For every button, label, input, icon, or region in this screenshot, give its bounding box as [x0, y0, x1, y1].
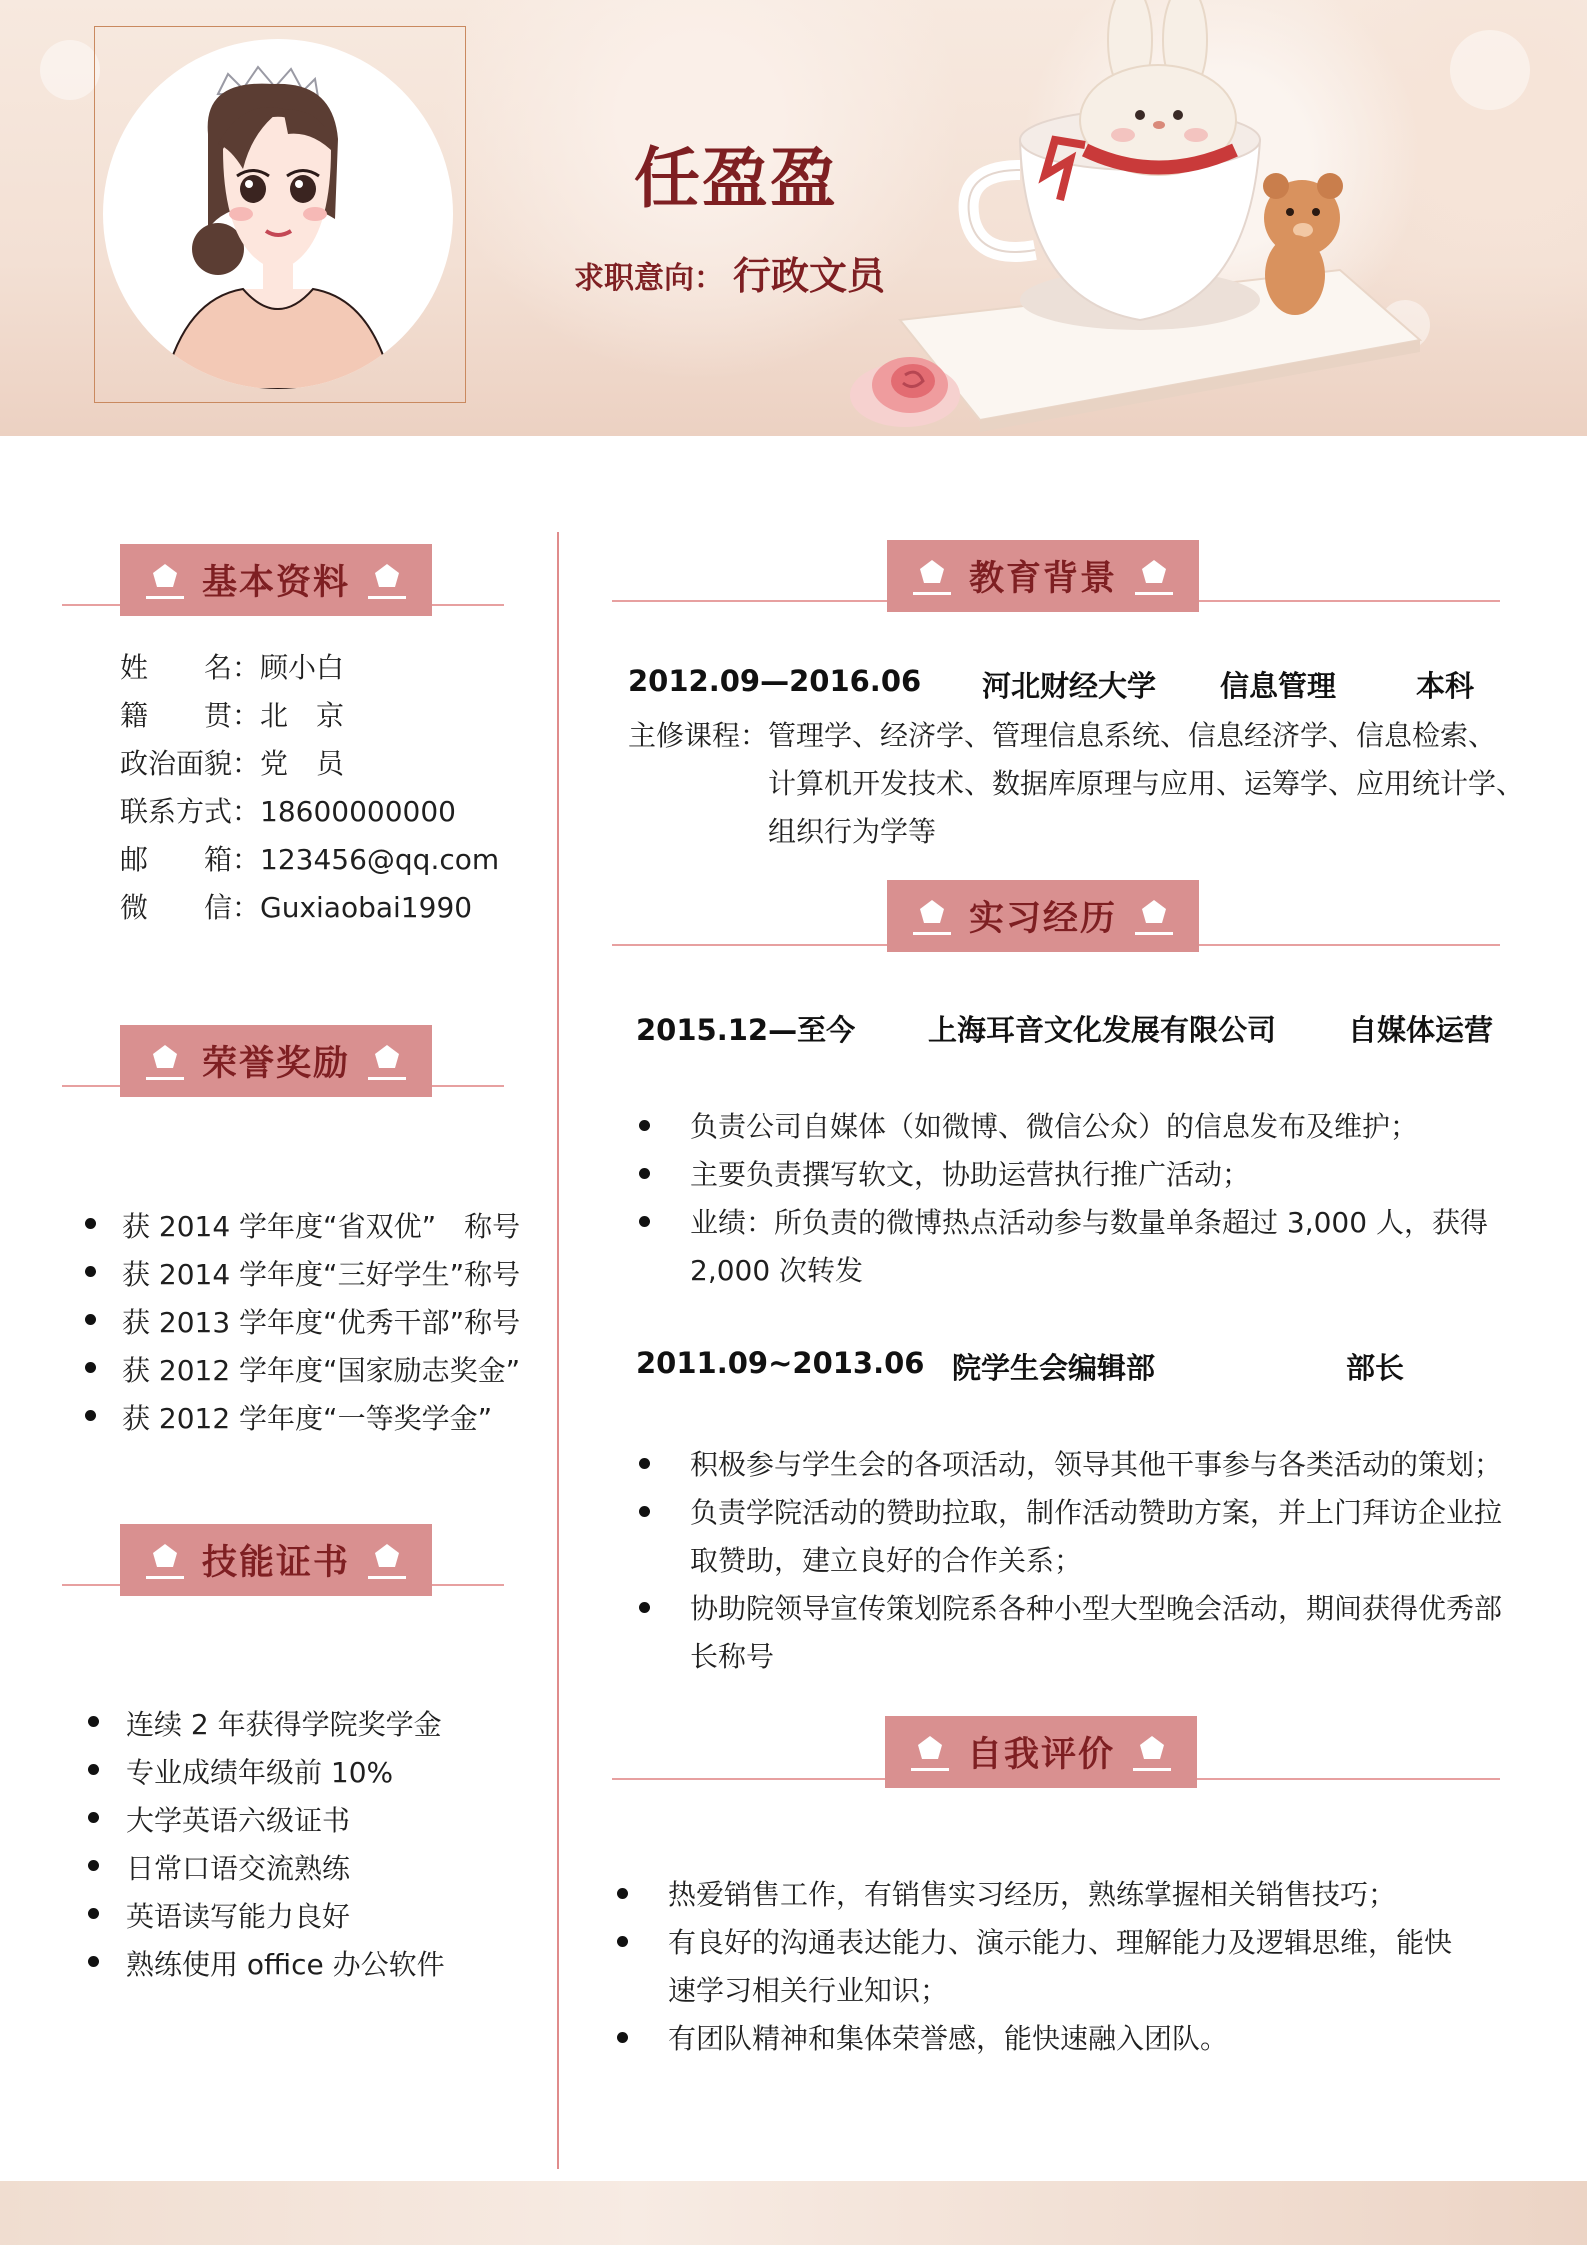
pentagon-icon: [364, 1538, 410, 1582]
bullet-dot: [85, 1218, 96, 1229]
skill-item: 连续 2 年获得学院奖学金: [126, 1708, 442, 1741]
info-value: 123456@qq.com: [260, 843, 500, 876]
section-title: 自我评价: [966, 1735, 1115, 1775]
info-row-phone: [120, 790, 456, 830]
bullet-dot: [639, 1506, 650, 1517]
skill-item: 英语读写能力良好: [126, 1900, 351, 1933]
bullet-dot: [88, 1860, 99, 1871]
edu-degree: 本科: [1416, 669, 1475, 703]
pentagon-icon: [142, 1538, 188, 1582]
info-value: 党 员: [260, 747, 345, 780]
honor-item: 获 2013 学年度“优秀干部”称号: [122, 1306, 521, 1339]
info-value: Guxiaobai1990: [260, 891, 473, 924]
job-duty: 协助院领导宣传策划院系各种小型大型晚会活动，期间获得优秀部: [690, 1592, 1503, 1625]
info-row-political: [120, 742, 344, 782]
courses-line: 管理学、经济学、管理信息系统、信息经济学、信息检索、: [768, 719, 1497, 752]
bullet-dot: [617, 1936, 628, 1947]
edu-school: 河北财经大学: [982, 669, 1157, 703]
job-duty: 主要负责撰写软文，协助运营执行推广活动；: [690, 1158, 1251, 1191]
photo-frame: [94, 26, 466, 403]
skill-item: 日常口语交流熟练: [126, 1852, 351, 1885]
section-header-self: [885, 1716, 1197, 1788]
job-period: 2015.12—至今: [636, 1013, 856, 1047]
pentagon-icon: [364, 558, 410, 602]
rose-icon: [835, 345, 975, 435]
info-label: 政治面貌：: [120, 747, 261, 780]
pentagon-icon: [142, 1039, 188, 1083]
courses-label: 主修课程：: [628, 719, 769, 752]
section-header-education: [887, 540, 1199, 612]
job-period: 2011.09~2013.06: [636, 1346, 925, 1380]
job-duty: 积极参与学生会的各项活动，领导其他干事参与各类活动的策划；: [690, 1448, 1503, 1481]
section-title: 荣誉奖励: [201, 1044, 350, 1084]
pentagon-icon: [142, 558, 188, 602]
honor-item: 获 2012 学年度“一等奖学金”: [122, 1402, 493, 1435]
bullet-dot: [88, 1716, 99, 1727]
skill-item: 大学英语六级证书: [126, 1804, 351, 1837]
info-value: 北 京: [260, 699, 345, 732]
pentagon-icon: [364, 1039, 410, 1083]
section-title: 实习经历: [968, 899, 1117, 939]
info-row-name: [120, 646, 344, 686]
info-label: 联系方式：: [120, 795, 261, 828]
info-value: 顾小白: [260, 651, 345, 684]
honor-item: 获 2014 学年度“省双优” 称号: [122, 1210, 521, 1243]
self-eval-cont: 速学习相关行业知识；: [668, 1974, 949, 2007]
job-duty: 负责学院活动的赞助拉取，制作活动赞助方案，并上门拜访企业拉: [690, 1496, 1503, 1529]
bullet-dot: [639, 1216, 650, 1227]
info-label: 籍 贯：: [120, 699, 261, 732]
avatar: [103, 39, 453, 389]
job-duty-cont: 2,000 次转发: [690, 1254, 864, 1287]
section-title: 教育背景: [968, 559, 1117, 599]
job-duty: 负责公司自媒体（如微博、微信公众）的信息发布及维护；: [690, 1110, 1419, 1143]
bullet-dot: [88, 1812, 99, 1823]
job-intent-value: 行政文员: [733, 254, 886, 298]
job-duty-cont: 取赞助，建立良好的合作关系；: [690, 1544, 1083, 1577]
courses-line: 组织行为学等: [768, 815, 937, 848]
section-header-internship: [887, 880, 1199, 952]
job-org: 院学生会编辑部: [952, 1351, 1156, 1385]
info-value: 18600000000: [260, 795, 456, 828]
pentagon-icon: [1131, 554, 1177, 598]
bullet-dot: [639, 1602, 650, 1613]
bullet-dot: [85, 1314, 96, 1325]
info-label: 姓 名：: [120, 651, 261, 684]
bullet-dot: [639, 1120, 650, 1131]
section-header-honors: [120, 1025, 432, 1097]
self-eval-item: 热爱销售工作，有销售实习经历，熟练掌握相关销售技巧；: [668, 1878, 1397, 1911]
self-eval-item: 有良好的沟通表达能力、演示能力、理解能力及逻辑思维，能快: [668, 1926, 1453, 1959]
section-header-skills: [120, 1524, 432, 1596]
bullet-dot: [617, 2032, 628, 2043]
pentagon-icon: [1129, 1730, 1175, 1774]
info-row-wechat: [120, 886, 472, 926]
info-label: 邮 箱：: [120, 843, 261, 876]
job-role: 部长: [1346, 1351, 1405, 1385]
edu-period: 2012.09—2016.06: [628, 664, 922, 698]
bullet-dot: [88, 1908, 99, 1919]
bokeh-dot: [40, 40, 100, 100]
skill-item: 专业成绩年级前 10%: [126, 1756, 394, 1789]
avatar-illustration: [103, 39, 453, 389]
skill-item: 熟练使用 office 办公软件: [126, 1948, 445, 1981]
bullet-dot: [85, 1362, 96, 1373]
pentagon-icon: [1131, 894, 1177, 938]
bullet-dot: [639, 1458, 650, 1469]
pentagon-icon: [909, 554, 955, 598]
bullet-dot: [85, 1266, 96, 1277]
bullet-dot: [617, 1888, 628, 1899]
column-divider: [557, 532, 559, 2169]
self-eval-item: 有团队精神和集体荣誉感，能快速融入团队。: [668, 2022, 1229, 2055]
section-title: 技能证书: [201, 1543, 350, 1583]
section-header-basic: [120, 544, 432, 616]
header-banner: [0, 0, 1587, 436]
bullet-dot: [88, 1764, 99, 1775]
footer-band: [0, 2181, 1587, 2245]
job-role: 自媒体运营: [1348, 1013, 1494, 1047]
bullet-dot: [85, 1410, 96, 1421]
info-row-email: [120, 838, 499, 878]
courses-line: 计算机开发技术、数据库原理与应用、运筹学、应用统计学、: [768, 767, 1525, 800]
job-intent-label: 求职意向：: [574, 261, 724, 296]
job-duty: 业绩：所负责的微博热点活动参与数量单条超过 3,000 人，获得: [690, 1206, 1488, 1239]
bullet-dot: [88, 1956, 99, 1967]
pentagon-icon: [909, 894, 955, 938]
bullet-dot: [639, 1168, 650, 1179]
info-label: 微 信：: [120, 891, 261, 924]
edu-major: 信息管理: [1220, 669, 1337, 703]
honor-item: 获 2012 学年度“国家励志奖金”: [122, 1354, 521, 1387]
job-org: 上海耳音文化发展有限公司: [928, 1013, 1277, 1047]
section-title: 基本资料: [201, 563, 350, 603]
bokeh-dot: [1450, 30, 1530, 110]
honor-item: 获 2014 学年度“三好学生”称号: [122, 1258, 521, 1291]
job-duty-cont: 长称号: [690, 1640, 775, 1673]
pentagon-icon: [907, 1730, 953, 1774]
candidate-name: 任盈盈: [634, 140, 838, 217]
info-row-hometown: [120, 694, 344, 734]
